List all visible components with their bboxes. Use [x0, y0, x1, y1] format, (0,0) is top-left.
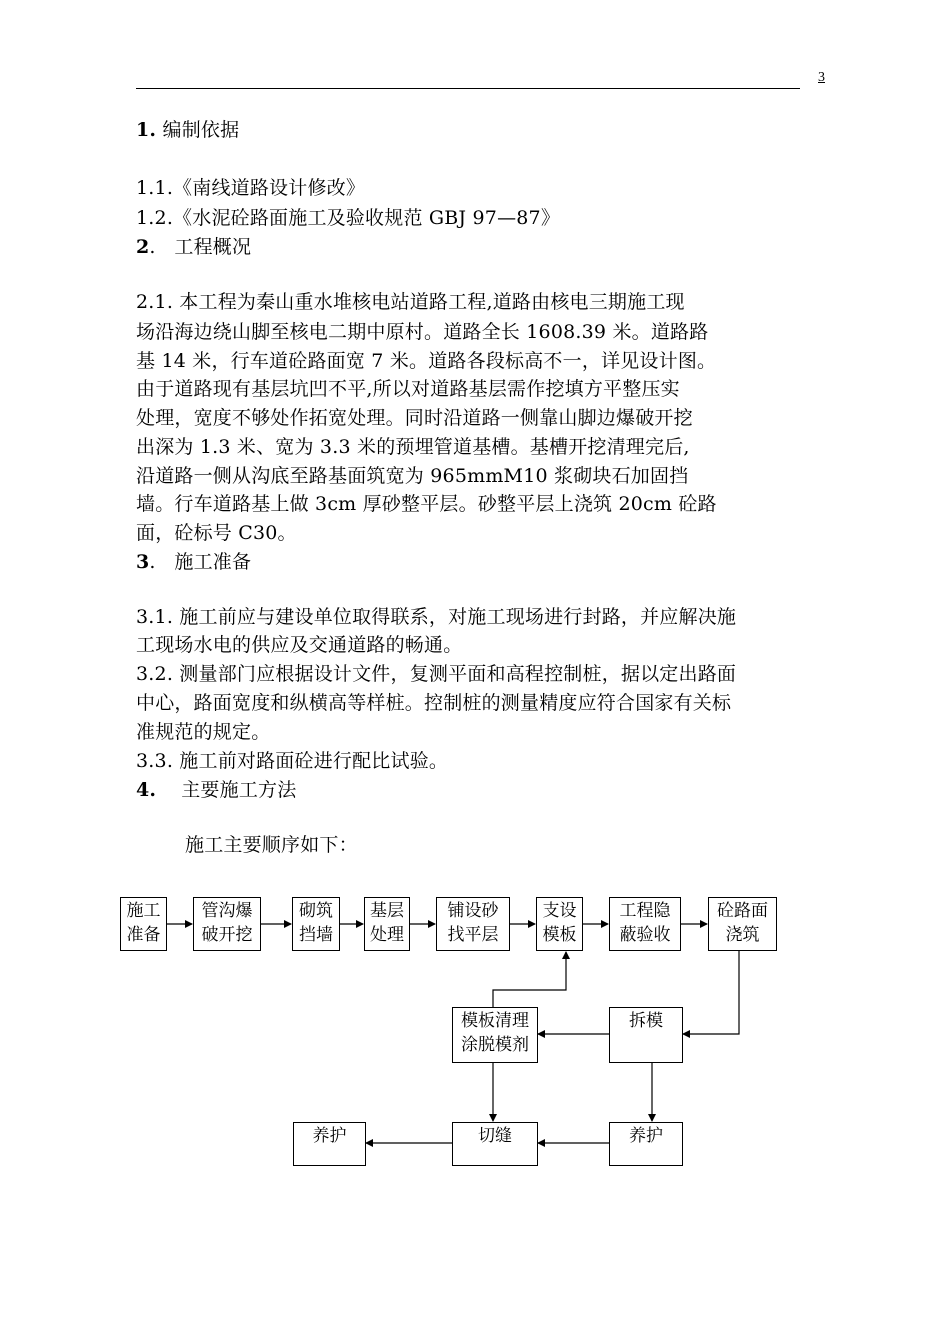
- flow-step-pour: [708, 897, 777, 951]
- flow-step-cut: [452, 1122, 538, 1166]
- section-2-title: 工程概况: [174, 236, 252, 258]
- flow-step-clean-line-2: 涂脱模剂: [461, 1035, 529, 1055]
- flow-intro: 施工主要顺序如下：: [185, 834, 358, 856]
- section-2-heading: 2. 工程概况: [136, 236, 252, 258]
- flow-step-sand: [436, 897, 510, 951]
- para-2-1-line-9: 面，砼标号 C30。: [136, 522, 297, 544]
- section-4-number: 4.: [136, 779, 157, 801]
- section-1-title: 编制依据: [162, 119, 240, 141]
- flow-step-inspection: [609, 897, 681, 951]
- para-2-1-line-2: 场沿海边绕山脚至核电二期中原村。道路全长 1608.39 米。道路路: [136, 321, 709, 343]
- ref-1-1: 1.1.《南线道路设计修改》: [136, 177, 366, 199]
- section-3-number: 3: [136, 551, 150, 573]
- flow-step-base: [364, 897, 410, 951]
- flow-step-prep-line-2: 准备: [126, 925, 161, 945]
- flow-step-cure-left-label: 养护: [312, 1126, 347, 1146]
- flow-step-prep: [120, 897, 167, 951]
- flow-step-inspection-line-1: 工程隐: [619, 901, 671, 921]
- section-4-title: 主要施工方法: [181, 779, 297, 801]
- section-2-number: 2: [136, 236, 150, 258]
- flow-step-cut-label: 切缝: [478, 1126, 512, 1146]
- flow-step-sand-line-1: 铺设砂: [447, 901, 499, 921]
- para-2-1-line-5: 处理，宽度不够处作拓宽处理。同时沿道路一侧靠山脚边爆破开挖: [136, 407, 693, 429]
- flow-step-pour-line-1: 砼路面: [717, 901, 768, 921]
- flow-step-inspection-line-2: 蔽验收: [619, 925, 671, 945]
- flow-step-formwork-line-1: 支设: [542, 901, 577, 921]
- flow-step-formwork: [536, 897, 583, 951]
- flow-step-clean-line-1: 模板清理: [461, 1011, 529, 1031]
- flow-step-demold: [609, 1007, 683, 1063]
- flow-step-formwork-line-2: 模板: [542, 925, 577, 945]
- para-3-line-6: 3.3. 施工前对路面砼进行配比试验。: [136, 750, 449, 772]
- flow-step-sand-line-2: 找平层: [447, 925, 499, 945]
- flow-step-base-line-1: 基层: [370, 901, 404, 921]
- flow-step-cure-left: [293, 1122, 366, 1166]
- para-3-line-1: 3.1. 施工前应与建设单位取得联系，对施工现场进行封路，并应解决施: [136, 606, 737, 628]
- flow-step-trench: [193, 897, 261, 951]
- page-number: 3: [818, 70, 825, 85]
- flow-step-prep-line-1: 施工: [126, 901, 161, 921]
- flow-step-demold-label: 拆模: [629, 1011, 663, 1031]
- flow-step-wall-line-1: 砌筑: [299, 901, 333, 921]
- para-2-1-line-6: 出深为 1.3 米、宽为 3.3 米的预埋管道基槽。基槽开挖清理完后,: [136, 436, 690, 458]
- para-2-1-line-1: 2.1. 本工程为秦山重水堆核电站道路工程,道路由核电三期施工现: [136, 291, 685, 313]
- section-3-title: 施工准备: [174, 551, 252, 573]
- arrow-pour-to-demold: [683, 951, 739, 1034]
- para-3-line-4: 中心，路面宽度和纵横高等样桩。控制桩的测量精度应符合国家有关标: [136, 692, 732, 714]
- section-1-number: 1.: [136, 119, 157, 141]
- flow-step-cure-right-label: 养护: [629, 1126, 663, 1146]
- para-2-1-line-4: 由于道路现有基层坑凹不平,所以对道路基层需作挖填方平整压实: [136, 378, 680, 400]
- para-3-line-2: 工现场水电的供应及交通道路的畅通。: [136, 634, 463, 656]
- flow-step-cure-right: [609, 1122, 683, 1166]
- arrow-clean-to-formwork: [493, 952, 566, 1007]
- flow-step-clean-formwork: [452, 1007, 538, 1063]
- flow-step-trench-line-1: 管沟爆: [201, 901, 253, 921]
- flow-step-trench-line-2: 破开挖: [201, 925, 253, 945]
- para-2-1-line-3: 基 14 米，行车道砼路面宽 7 米。道路各段标高不一，详见设计图。: [136, 350, 717, 372]
- flow-step-wall-line-2: 挡墙: [299, 925, 333, 945]
- para-2-1-line-8: 墙。行车道路基上做 3cm 厚砂整平层。砂整平层上浇筑 20cm 砼路: [136, 493, 717, 515]
- ref-1-2: 1.2.《水泥砼路面施工及验收规范 GBJ 97—87》: [136, 207, 561, 229]
- para-2-1-line-7: 沿道路一侧从沟底至路基面筑宽为 965mmM10 浆砌块石加固挡: [136, 465, 689, 487]
- section-3-heading: 3. 施工准备: [136, 551, 252, 573]
- para-3-line-3: 3.2. 测量部门应根据设计文件，复测平面和高程控制桩，据以定出路面: [136, 663, 737, 685]
- para-3-line-5: 准规范的规定。: [136, 721, 271, 743]
- flow-step-pour-line-2: 浇筑: [725, 925, 760, 945]
- flow-step-base-line-2: 处理: [370, 925, 404, 945]
- flow-step-wall: [292, 897, 340, 951]
